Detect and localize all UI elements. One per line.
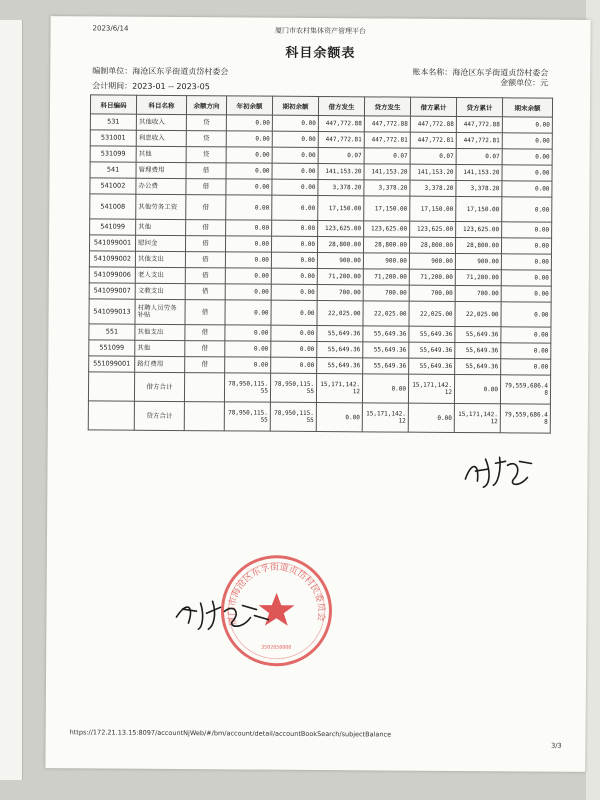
table-cell-ny: 0.00 [226,115,272,131]
table-cell-jf: 141,153.20 [318,163,364,179]
table-cell-qm: 0.00 [502,149,552,165]
table-cell-jl: 447,772.88 [410,116,456,132]
table-cell-dl: 71,200.00 [455,269,501,285]
table-cell-ny: 0.00 [226,131,272,147]
col-header: 科目名称 [136,95,186,114]
table-cell-name: 其他收入 [136,114,186,130]
table-cell-dl: 900.00 [455,253,501,269]
table-cell-df: 447,772.81 [364,132,410,148]
table-cell-ny: 0.00 [225,236,271,252]
table-cell-qc: 0.00 [271,252,317,268]
table-cell-dir: 借 [186,195,226,220]
total-cell-jf: 15,171,142.12 [316,373,362,402]
table-cell-jl: 123,625.00 [410,221,456,237]
table-cell-dir: 借 [185,300,225,325]
total-cell-ny: 78,950,115.55 [224,402,270,431]
table-cell-jf: 22,025.00 [317,300,363,325]
table-cell-dir: 贷 [186,131,226,147]
table-cell-df: 3,378.20 [364,180,410,196]
table-cell-jf: 900.00 [317,252,363,268]
col-header: 借方发生 [318,96,364,115]
total-cell-qm: 79,559,686.48 [500,375,550,404]
table-cell-df: 447,772.88 [364,116,410,132]
table-cell-name: 其他 [136,219,186,235]
total-cell-jl: 15,171,142.12 [408,374,454,403]
table-cell-code: 531 [90,114,136,130]
table-cell-dl: 55,649.36 [455,326,501,342]
table-cell-code: 531099 [90,146,136,162]
total-cell-jf: 0.00 [316,402,362,431]
table-cell-dir: 借 [186,179,226,195]
total-row [88,401,550,433]
table-row [90,194,552,222]
footer-url: https://172.21.13.15:8097/accountNjWeb/#/bm/account/detail/accountBookSearch/subjectBalance [69,728,392,739]
table-cell-df: 0.07 [364,148,410,164]
table-cell-dir: 借 [185,325,225,341]
total-cell-qc: 78,950,115.55 [270,373,316,402]
table-cell-qc: 0.00 [271,268,317,284]
table-cell-code [88,372,134,401]
table-cell-jl: 55,649.36 [409,342,455,358]
table-cell-jl: 900.00 [409,253,455,269]
table-cell-ny: 0.00 [225,341,271,357]
page-number: 3/3 [551,741,562,750]
table-cell-dir: 贷 [186,147,226,163]
table-cell-jf: 17,150.00 [318,195,364,220]
table-cell-qc: 0.00 [272,115,318,131]
org-meta [92,65,228,77]
unit-meta [500,77,548,88]
table-cell-name: 利息收入 [136,130,186,146]
table-cell-jf: 447,772.81 [318,131,364,147]
table-body [88,114,552,433]
table-cell-jf: 447,772.88 [318,115,364,131]
table-cell-code: 541002 [90,178,136,194]
table-cell-qc: 0.00 [272,131,318,147]
col-header: 期初余额 [272,96,318,115]
table-cell-ny: 0.00 [225,268,271,284]
table-cell-ny: 0.00 [226,147,272,163]
total-row [88,372,550,404]
balance-table [88,94,553,433]
table-cell-name: 其他劳务工资 [136,194,186,219]
col-header: 余额方向 [186,96,226,115]
table-cell-dir: 借 [185,284,225,300]
table-cell-code: 551099 [89,340,135,356]
total-cell-dl: 15,171,142.12 [454,403,500,432]
table-cell-df: 71,200.00 [363,269,409,285]
platform-name: 厦门市农村集体资产管理平台 [275,26,367,36]
table-cell-code: 531001 [90,130,136,146]
table-cell-qm: 0.00 [501,343,551,359]
table-cell-name: 管理费用 [136,162,186,178]
table-cell-dir: 借 [186,163,226,179]
table-cell-dir [184,402,224,431]
table-cell-dir: 借 [185,268,225,284]
table-cell-df: 55,649.36 [363,342,409,358]
table-cell-dl: 447,772.81 [456,132,502,148]
table-cell-jl: 3,378.20 [410,180,456,196]
table-cell-jf: 71,200.00 [317,268,363,284]
table-cell-jl: 0.07 [410,148,456,164]
table-cell-qm: 0.00 [501,238,551,254]
table-cell-qm: 0.00 [501,286,551,302]
table-cell-qm: 0.00 [501,254,551,270]
table-cell-qc: 0.00 [271,284,317,300]
col-header: 贷方累计 [456,97,502,116]
table-cell-name: 办公费 [136,178,186,194]
table-cell-dl: 55,649.36 [455,342,501,358]
table-cell-ny: 0.00 [226,163,272,179]
table-cell-dl: 0.07 [456,148,502,164]
total-cell-df: 15,171,142.12 [362,403,408,432]
table-cell-df: 141,153.20 [364,164,410,180]
table-cell-dl: 141,153.20 [456,164,502,180]
table-cell-code: 541099001 [89,235,135,251]
table-cell-qm: 0.00 [502,165,552,181]
table-cell-code: 551099001 [89,356,135,372]
table-cell-jf: 55,649.36 [317,325,363,341]
unit-label: 金额单位： [500,78,541,88]
table-cell-dir: 借 [185,357,225,373]
table-cell-jf: 0.07 [318,147,364,163]
table-cell-qc: 0.00 [272,163,318,179]
table-cell-ny: 0.00 [226,179,272,195]
table-cell-jf: 700.00 [317,284,363,300]
document-page [45,16,590,772]
table-cell-dl: 3,378.20 [456,180,502,196]
table-cell-qc: 0.00 [272,195,318,220]
table-cell-code [88,401,134,430]
table-cell-qm: 0.00 [502,117,552,133]
table-cell-qc: 0.00 [271,325,317,341]
table-cell-ny: 0.00 [225,252,271,268]
table-cell-jf: 55,649.36 [317,357,363,373]
table-cell-code: 541 [90,162,136,178]
table-cell-dl: 17,150.00 [456,196,502,221]
table-cell-code: 551 [89,324,135,340]
table-cell-dl: 700.00 [455,285,501,301]
table-cell-code: 541008 [90,194,136,219]
total-cell-ny: 78,950,115.55 [224,373,270,402]
table-row [89,299,551,327]
table-cell-name: 其他 [136,146,186,162]
table-cell-dl: 123,625.00 [456,221,502,237]
table-cell-qm: 0.00 [501,302,551,327]
table-cell-jl: 71,200.00 [409,269,455,285]
account-label: 账本名称： [412,67,453,77]
table-cell-dl: 55,649.36 [455,358,501,374]
table-cell-dl: 28,800.00 [455,237,501,253]
table-cell-jl: 28,800.00 [409,237,455,253]
table-cell-ny: 0.00 [226,195,272,220]
table-cell-name: 文教支出 [135,283,185,299]
table-cell-name: 慰问金 [135,235,185,251]
signature-right [461,451,541,492]
print-date: 2023/6/14 [92,24,129,33]
table-cell-jl: 55,649.36 [409,358,455,374]
table-cell-qm: 0.00 [502,222,552,238]
table-cell-name: 其他 [135,340,185,356]
table-cell-df: 123,625.00 [364,221,410,237]
table-cell-name: 老人支出 [135,267,185,283]
table-cell-jf: 55,649.36 [317,341,363,357]
table-cell-jf: 28,800.00 [317,236,363,252]
total-label: 贷方合计 [134,401,184,430]
table-cell-df: 17,150.00 [364,196,410,221]
table-cell-dl: 22,025.00 [455,301,501,326]
table-cell-name: 村聘人员劳务补贴 [135,299,185,324]
table-cell-jf: 123,625.00 [318,220,364,236]
adjacent-page-left [0,20,23,780]
total-cell-qm: 79,559,686.48 [500,404,550,433]
period-label: 会计期间： [92,81,133,91]
table-cell-df: 28,800.00 [363,237,409,253]
table-cell-jl: 55,649.36 [409,326,455,342]
period-value: 2023-01 -- 2023-05 [132,81,210,92]
table-cell-dir: 贷 [186,115,226,131]
page-title: 科目余额表 [285,45,356,62]
table-cell-jl: 22,025.00 [409,301,455,326]
table-cell-qc: 0.00 [272,147,318,163]
table-cell-code: 541099002 [89,251,135,267]
table-cell-dir [184,373,224,402]
table-cell-qc: 0.00 [271,236,317,252]
table-cell-jl: 17,150.00 [410,196,456,221]
table-cell-qc: 0.00 [271,357,317,373]
table-cell-ny: 0.00 [225,357,271,373]
total-cell-qc: 78,950,115.55 [270,402,316,431]
table-cell-qm: 0.00 [501,327,551,343]
table-cell-name: 其他支出 [135,324,185,340]
total-cell-dl: 0.00 [454,374,500,403]
table-cell-qm: 0.00 [502,197,552,222]
table-cell-ny: 0.00 [226,220,272,236]
table-cell-jf: 3,378.20 [318,179,364,195]
table-cell-code: 541099007 [89,283,135,299]
table-cell-df: 700.00 [363,285,409,301]
col-header: 年初余额 [226,96,272,115]
account-value: 海沧区东孚街道贞岱村委会 [452,67,549,78]
table-cell-ny: 0.00 [225,300,271,325]
col-header: 期末余额 [502,98,552,117]
table-cell-jl: 447,772.81 [410,132,456,148]
signature-left [172,595,282,636]
table-cell-dir: 借 [185,252,225,268]
period-meta [92,80,210,92]
table-cell-df: 55,649.36 [363,326,409,342]
table-cell-qm: 0.00 [501,359,551,375]
table-cell-df: 900.00 [363,253,409,269]
unit-value: 元 [540,78,549,88]
table-cell-code: 541099 [90,219,136,235]
table-cell-qc: 0.00 [272,220,318,236]
table-cell-jl: 700.00 [409,285,455,301]
table-cell-dl: 447,772.88 [456,116,502,132]
table-cell-dir: 借 [185,236,225,252]
table-cell-name: 路灯费用 [135,356,185,372]
table-cell-dir: 借 [186,220,226,236]
org-value: 海沧区东孚街道贞岱村委会 [132,66,229,77]
table-cell-qc: 0.00 [271,341,317,357]
total-label: 借方合计 [134,372,184,401]
table-cell-qm: 0.00 [501,270,551,286]
table-cell-code: 541099013 [89,299,135,324]
table-cell-df: 22,025.00 [363,301,409,326]
table-cell-code: 541099006 [89,267,135,283]
total-cell-df: 0.00 [362,374,408,403]
table-cell-ny: 0.00 [225,325,271,341]
col-header: 贷方发生 [364,97,410,116]
seal-text: 厦门市海沧区东孚街道贞岱村民委员会 [227,562,326,626]
table-cell-qc: 0.00 [272,179,318,195]
table-cell-df: 55,649.36 [363,358,409,374]
seal-number: 3502050000 [261,644,292,651]
col-header: 借方累计 [410,97,456,116]
table-cell-jl: 141,153.20 [410,164,456,180]
org-label: 编制单位： [92,66,133,76]
table-cell-name: 其他支出 [135,251,185,267]
col-header: 科目编码 [90,95,136,114]
table-cell-ny: 0.00 [225,284,271,300]
table-cell-dir: 借 [185,341,225,357]
table-cell-qm: 0.00 [502,133,552,149]
table-cell-qc: 0.00 [271,300,317,325]
table-cell-qm: 0.00 [502,181,552,197]
total-cell-jl: 0.00 [408,403,454,432]
